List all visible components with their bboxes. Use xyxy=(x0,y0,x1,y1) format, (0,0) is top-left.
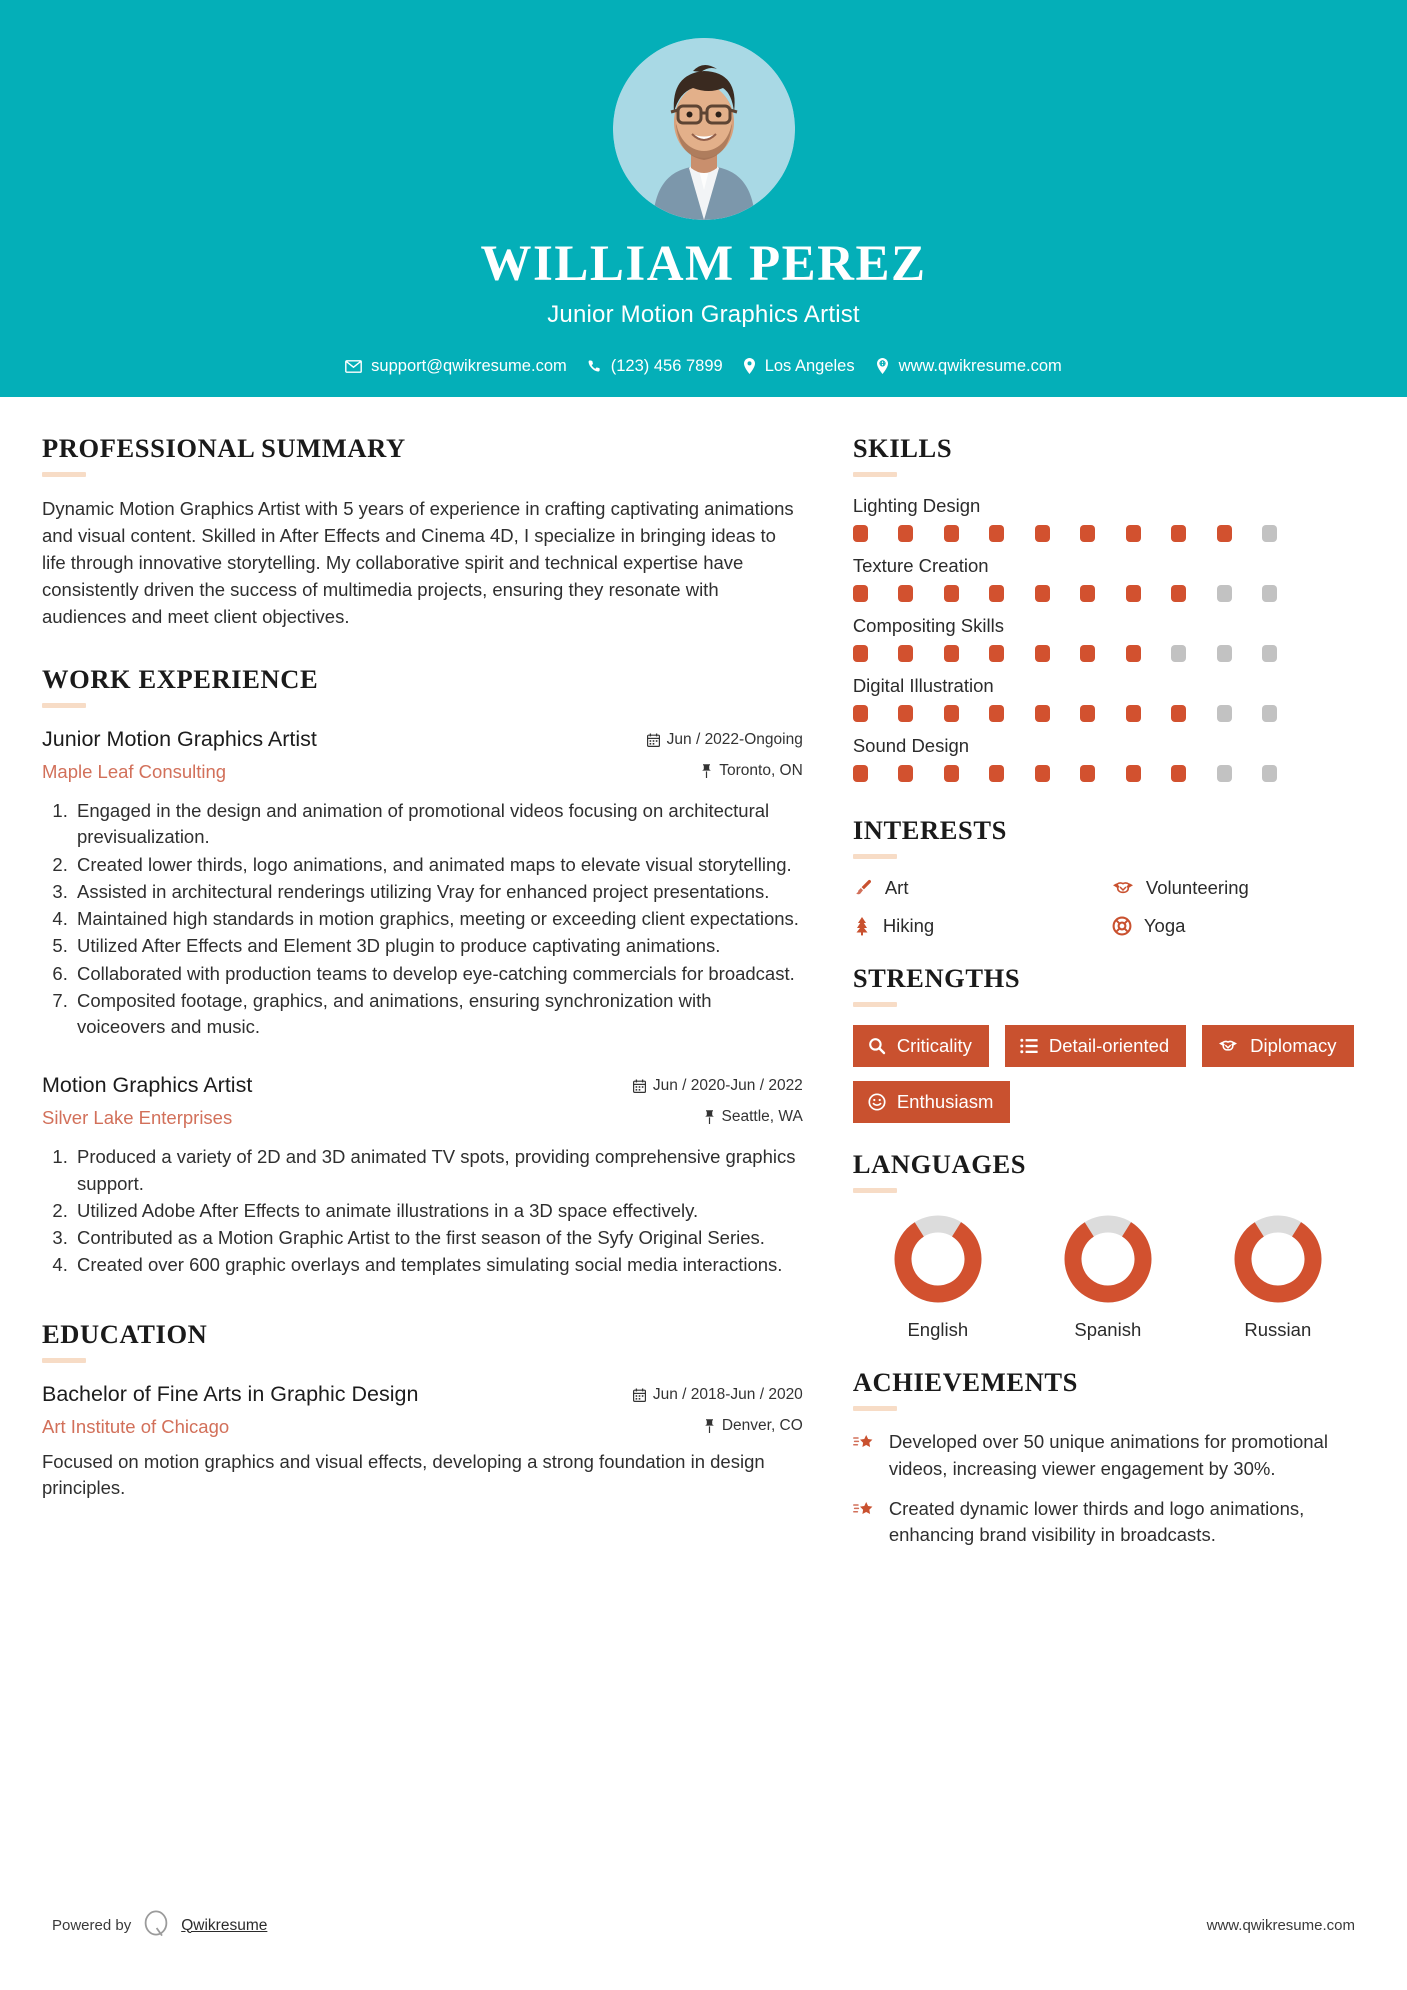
skill-rating xyxy=(853,705,1365,722)
section-rule xyxy=(42,703,86,708)
skill-dot xyxy=(898,765,913,782)
contact-website-text: www.qwikresume.com xyxy=(898,356,1062,375)
work-location-text: Seattle, WA xyxy=(721,1108,803,1126)
skill-label: Texture Creation xyxy=(852,555,989,576)
skill-rating xyxy=(853,645,1365,662)
skill-label: Compositing Skills xyxy=(852,615,1004,636)
language-donut-chart xyxy=(1230,1211,1326,1307)
avatar xyxy=(613,38,795,220)
section-rule xyxy=(853,1002,897,1007)
skill-dot xyxy=(944,705,959,722)
work-organization: Maple Leaf Consulting xyxy=(42,760,227,782)
skill-dot xyxy=(989,765,1004,782)
skill-dot xyxy=(944,645,959,662)
achievement-text: Created dynamic lower thirds and logo animations, enhancing brand visibility in broadcasts. xyxy=(888,1497,1305,1546)
skill-dot xyxy=(1126,525,1141,542)
language-item xyxy=(1023,1211,1193,1341)
spacer xyxy=(42,630,803,664)
education-location-text: Denver, CO xyxy=(721,1416,803,1434)
smiley-icon xyxy=(868,1093,886,1111)
bullet: 5. Utilized After Effects and Element 3D plugin to produce captivating animations. xyxy=(73,933,803,959)
contact-website[interactable] xyxy=(875,357,1062,376)
spacer xyxy=(853,795,1365,815)
skill-dot xyxy=(1262,765,1277,782)
skill-dot xyxy=(898,705,913,722)
skill-dot xyxy=(898,585,913,602)
section-heading: PROFESSIONAL SUMMARY xyxy=(42,433,406,463)
skill-dot xyxy=(1126,705,1141,722)
summary-text: Dynamic Motion Graphics Artist with 5 years of experience in crafting captivating animations and visual content. Skilled in After Effects and Cinema 4D, I specialize in bringing ideas to life through innovative storytelling. My collaborative spirit and technical expertise have consistently driven the success of multimedia projects, ensuring they resonate with audiences and meet client objectives. xyxy=(42,498,794,627)
pin-icon xyxy=(704,1419,715,1433)
section-rule xyxy=(853,1406,897,1411)
profile-photo-icon xyxy=(613,38,795,220)
skill-label: Digital Illustration xyxy=(852,675,994,696)
achievement-text: Developed over 50 unique animations for promotional videos, increasing viewer engagement by 30%. xyxy=(888,1431,1328,1479)
strength-label: Criticality xyxy=(896,1035,972,1056)
section-strengths xyxy=(853,963,1365,1123)
handshake-icon xyxy=(1112,878,1134,898)
strength-chip-diplomacy[interactable] xyxy=(1202,1025,1353,1067)
strength-label: Diplomacy xyxy=(1250,1035,1337,1056)
skill-dot xyxy=(989,525,1004,542)
contact-location[interactable] xyxy=(743,357,855,376)
section-rule xyxy=(42,1358,86,1363)
section-education xyxy=(42,1319,803,1502)
work-dates xyxy=(633,1077,803,1095)
skill-dot xyxy=(944,765,959,782)
contact-row xyxy=(0,357,1407,376)
language-label: Russian xyxy=(1244,1319,1312,1341)
interest-label: Hiking xyxy=(882,915,935,936)
work-dates xyxy=(647,731,803,749)
skill-dot xyxy=(1035,585,1050,602)
skill-dot xyxy=(944,525,959,542)
language-item xyxy=(1193,1211,1363,1341)
skill-dot xyxy=(1262,645,1277,662)
strength-label: Detail-oriented xyxy=(1048,1035,1170,1056)
skill-dot xyxy=(853,525,868,542)
section-heading: ACHIEVEMENTS xyxy=(852,1367,1078,1398)
section-heading: SKILLS xyxy=(852,433,953,463)
bullet: 3. Assisted in architectural renderings utilizing Vray for enhanced project presentations. xyxy=(73,879,803,905)
contact-email[interactable] xyxy=(345,357,567,376)
skill-dot xyxy=(898,645,913,662)
interest-label: Yoga xyxy=(1143,915,1186,936)
right-column xyxy=(841,397,1365,1562)
skill-dot xyxy=(1035,705,1050,722)
skill-dot xyxy=(1035,525,1050,542)
globe-icon xyxy=(875,358,890,374)
language-item xyxy=(853,1211,1023,1341)
education-degree: Bachelor of Fine Arts in Graphic Design xyxy=(42,1381,419,1406)
section-heading: LANGUAGES xyxy=(852,1149,1027,1180)
work-organization: Silver Lake Enterprises xyxy=(42,1107,233,1129)
strength-label: Enthusiasm xyxy=(896,1091,994,1113)
skill-dot xyxy=(944,585,959,602)
work-entry xyxy=(42,726,803,1040)
skill-dot xyxy=(1217,645,1232,662)
language-label: Spanish xyxy=(1074,1319,1142,1341)
section-heading: WORK EXPERIENCE xyxy=(42,664,319,694)
skill-dot xyxy=(1171,585,1186,602)
skills-list xyxy=(853,495,1365,782)
skill-dot xyxy=(853,585,868,602)
handshake-icon xyxy=(1217,1037,1239,1055)
skill-label: Lighting Design xyxy=(852,495,981,516)
skill-dot xyxy=(1080,645,1095,662)
envelope-icon xyxy=(345,360,362,373)
footer-url: www.qwikresume.com xyxy=(1206,1917,1355,1934)
skill-item xyxy=(853,735,1365,782)
skill-item xyxy=(853,615,1365,662)
bullet: 2. Created lower thirds, logo animations, and animated maps to elevate visual storytelling. xyxy=(73,852,803,878)
interests-grid xyxy=(853,877,1365,937)
skill-dot xyxy=(1171,705,1186,722)
work-entry xyxy=(42,1072,803,1278)
work-bullets xyxy=(42,1144,803,1278)
skill-rating xyxy=(853,765,1365,782)
achievement-item xyxy=(853,1429,1365,1482)
skill-dot xyxy=(989,705,1004,722)
work-location xyxy=(633,1108,803,1126)
skill-dot xyxy=(853,645,868,662)
strength-chip-detail-oriented[interactable] xyxy=(1005,1025,1186,1067)
skill-label: Sound Design xyxy=(852,735,970,756)
bullet: 1. Produced a variety of 2D and 3D animated TV spots, providing comprehensive graphics support. xyxy=(73,1144,803,1197)
section-languages xyxy=(853,1149,1365,1341)
section-professional-summary xyxy=(42,433,803,630)
skill-dot xyxy=(1080,765,1095,782)
skill-item xyxy=(853,675,1365,722)
skill-dot xyxy=(1262,585,1277,602)
page-title: WILLIAM PEREZ xyxy=(480,236,927,292)
skill-dot xyxy=(1080,585,1095,602)
resume-body xyxy=(0,397,1407,1562)
left-column xyxy=(42,397,841,1507)
interest-item xyxy=(853,877,1106,899)
section-heading: STRENGTHS xyxy=(852,963,1021,993)
skill-dot xyxy=(1126,765,1141,782)
interest-item xyxy=(1112,877,1365,899)
section-skills xyxy=(853,433,1365,782)
section-achievements xyxy=(853,1367,1365,1548)
work-location xyxy=(647,762,803,780)
education-dates-text: Jun / 2018-Jun / 2020 xyxy=(652,1385,803,1403)
bullet: 1. Engaged in the design and animation of promotional videos focusing on architectural previsualization. xyxy=(73,798,803,851)
calendar-icon xyxy=(633,1388,646,1402)
skill-dot xyxy=(1217,585,1232,602)
skill-dot xyxy=(1171,645,1186,662)
skill-dot xyxy=(989,585,1004,602)
work-role: Motion Graphics Artist xyxy=(42,1073,253,1098)
skill-dot xyxy=(1262,525,1277,542)
powered-by-label: Powered by xyxy=(52,1917,132,1934)
bullet: 7. Composited footage, graphics, and animations, ensuring synchronization with voiceovers and music. xyxy=(73,988,803,1041)
section-heading: INTERESTS xyxy=(852,815,1007,845)
work-bullets xyxy=(42,798,803,1040)
interest-label: Art xyxy=(884,877,909,898)
skill-rating xyxy=(853,585,1365,602)
skill-dot xyxy=(1080,525,1095,542)
spacer xyxy=(42,1046,803,1072)
tree-icon xyxy=(853,916,871,936)
bullet: 2. Utilized Adobe After Effects to animate illustrations in a 3D space effectively. xyxy=(73,1198,803,1224)
spacer xyxy=(42,1285,803,1319)
star-icon xyxy=(853,1429,875,1453)
education-entry xyxy=(42,1381,803,1502)
pin-icon xyxy=(704,1110,715,1124)
interest-label: Volunteering xyxy=(1145,877,1249,898)
language-donut-chart xyxy=(890,1211,986,1307)
skill-dot xyxy=(1171,765,1186,782)
paintbrush-icon xyxy=(853,878,873,898)
contact-email-text: support@qwikresume.com xyxy=(371,356,567,375)
contact-location-text: Los Angeles xyxy=(764,356,855,375)
q-logo-icon xyxy=(143,1910,169,1942)
phone-icon xyxy=(587,359,602,374)
skill-dot xyxy=(853,765,868,782)
skill-item xyxy=(853,555,1365,602)
skill-dot xyxy=(1126,585,1141,602)
section-work-experience xyxy=(42,664,803,1279)
strengths-list xyxy=(853,1025,1365,1123)
achievement-item xyxy=(853,1496,1365,1549)
language-donut-chart xyxy=(1060,1211,1156,1307)
skill-dot xyxy=(1035,645,1050,662)
education-description: Focused on motion graphics and visual effects, developing a strong foundation in design principles. xyxy=(42,1450,765,1498)
work-dates-text: Jun / 2020-Jun / 2022 xyxy=(652,1077,803,1095)
interest-item xyxy=(853,915,1106,937)
section-interests xyxy=(853,815,1365,937)
star-icon xyxy=(853,1496,875,1520)
skill-dot xyxy=(1217,765,1232,782)
bullet: 4. Created over 600 graphic overlays and templates simulating social media interactions. xyxy=(73,1252,803,1278)
education-dates xyxy=(633,1386,803,1404)
bullet: 3. Contributed as a Motion Graphic Artist to the first season of the Syfy Original Series. xyxy=(73,1225,803,1251)
brand-link[interactable]: Qwikresume xyxy=(181,1916,268,1934)
skill-dot xyxy=(1217,525,1232,542)
spacer xyxy=(853,1341,1365,1367)
lifebuoy-icon xyxy=(1112,916,1132,936)
work-role: Junior Motion Graphics Artist xyxy=(42,727,317,751)
skill-dot xyxy=(1171,525,1186,542)
magnifier-icon xyxy=(868,1037,886,1055)
work-dates-text: Jun / 2022-Ongoing xyxy=(666,731,803,748)
section-rule xyxy=(42,472,86,477)
skill-dot xyxy=(989,645,1004,662)
section-rule xyxy=(853,1188,897,1193)
list-icon xyxy=(1020,1038,1038,1054)
skill-dot xyxy=(1126,645,1141,662)
calendar-icon xyxy=(633,1079,646,1093)
job-title: Junior Motion Graphics Artist xyxy=(547,300,860,328)
skill-item xyxy=(853,495,1365,542)
section-rule xyxy=(853,472,897,477)
section-heading: EDUCATION xyxy=(42,1318,208,1349)
spacer xyxy=(853,1123,1365,1149)
languages-list xyxy=(853,1211,1365,1341)
work-location-text: Toronto, ON xyxy=(719,762,803,779)
skill-rating xyxy=(853,525,1365,542)
skill-dot xyxy=(1080,705,1095,722)
resume-header xyxy=(0,0,1407,397)
section-rule xyxy=(853,854,897,859)
spacer xyxy=(853,937,1365,963)
bullet: 6. Collaborated with production teams to develop eye-catching commercials for broadcast. xyxy=(73,961,803,987)
footer xyxy=(0,1860,1407,1990)
strength-chip-criticality[interactable] xyxy=(853,1025,989,1067)
bullet: 4. Maintained high standards in motion graphics, meeting or exceeding client expectations. xyxy=(73,906,803,932)
contact-phone-text: (123) 456 7899 xyxy=(610,356,723,375)
skill-dot xyxy=(1262,705,1277,722)
education-location xyxy=(633,1417,803,1435)
skill-dot xyxy=(1217,705,1232,722)
contact-phone[interactable] xyxy=(587,357,723,376)
strength-chip-enthusiasm[interactable] xyxy=(853,1081,1011,1123)
education-institution: Art Institute of Chicago xyxy=(42,1415,230,1437)
pin-icon xyxy=(701,764,712,778)
language-label: English xyxy=(907,1319,969,1341)
skill-dot xyxy=(853,705,868,722)
skill-dot xyxy=(1035,765,1050,782)
skill-dot xyxy=(898,525,913,542)
powered-by xyxy=(52,1910,267,1942)
calendar-icon xyxy=(647,733,660,747)
location-pin-icon xyxy=(743,358,756,374)
interest-item xyxy=(1112,915,1365,937)
